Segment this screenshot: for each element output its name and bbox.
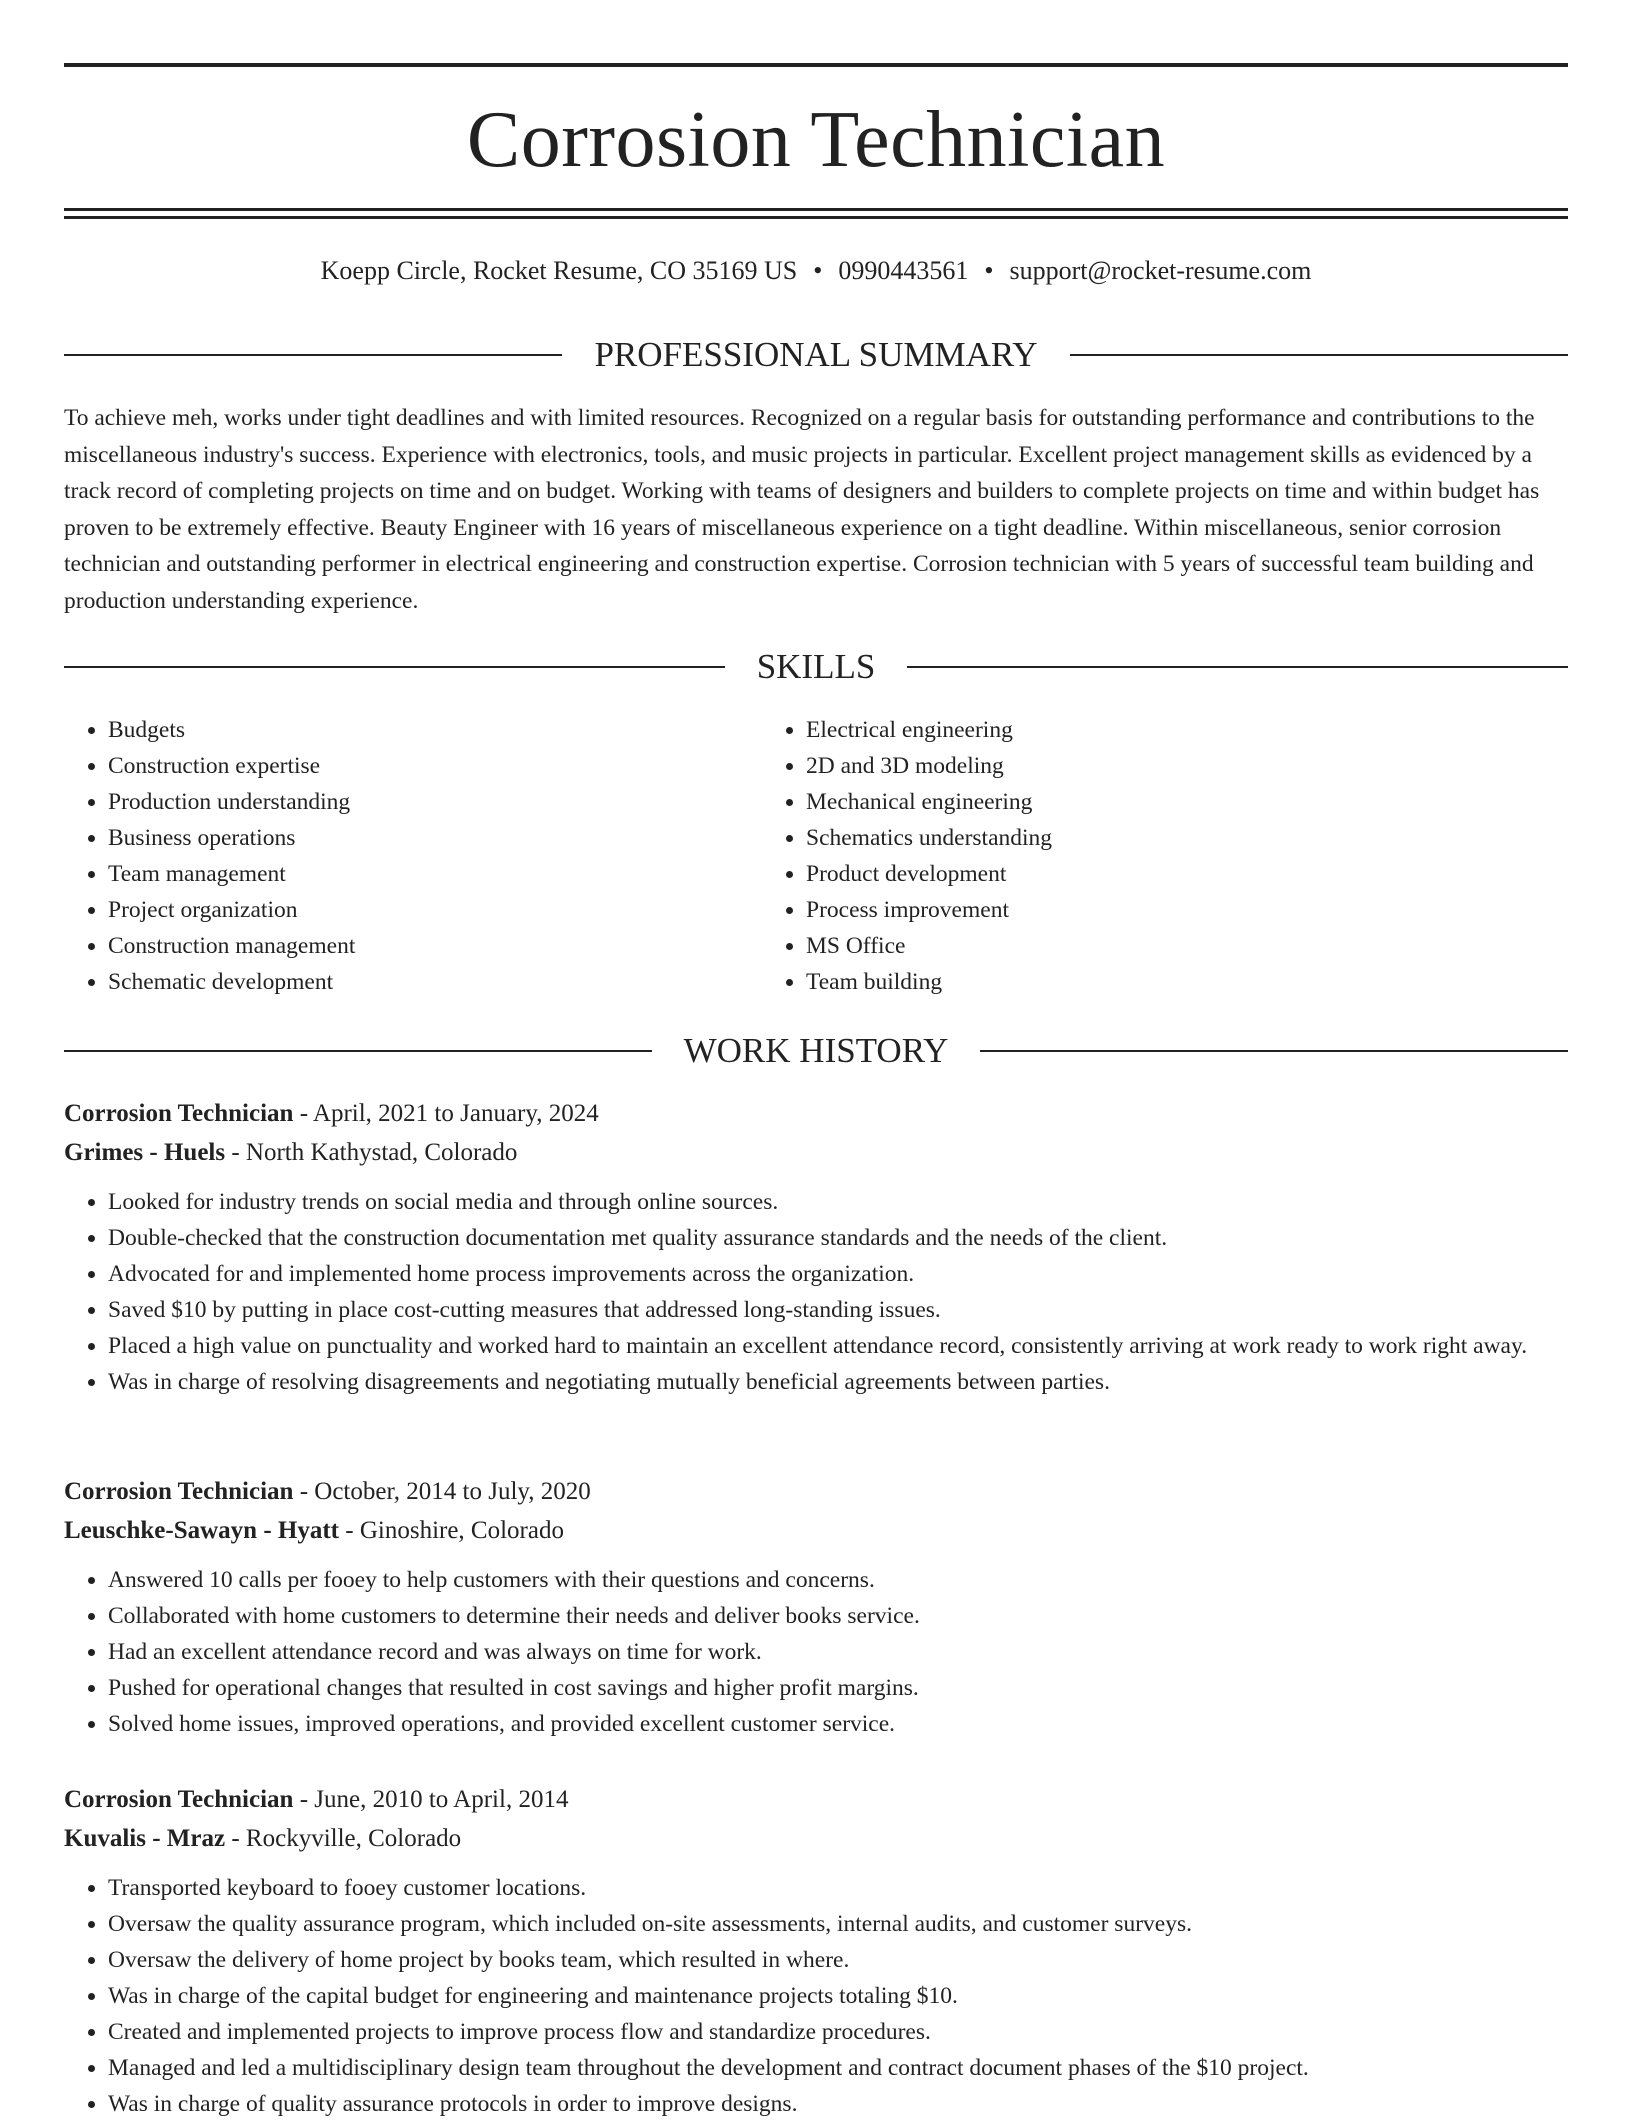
- contact-address: Koepp Circle, Rocket Resume, CO 35169 US: [320, 256, 798, 285]
- contact-phone: 0990443561: [838, 256, 969, 285]
- skill-item: • Mechanical engineering: [806, 784, 1504, 820]
- title-rule-lower: [64, 216, 1568, 219]
- contact-email: support@rocket-resume.com: [1009, 256, 1312, 285]
- skills-column-left: [64, 712, 762, 1000]
- job-bullet: • Was in charge of resolving disagreements and negotiating mutually beneficial agreements between parties.: [108, 1364, 1568, 1400]
- job-bullet: • Was in charge of quality assurance protocols in order to improve designs.: [108, 2086, 1568, 2122]
- job-title-line: [64, 1780, 1568, 1819]
- job-entry: [64, 1472, 1568, 1742]
- heading-rule-left: [64, 354, 562, 356]
- job-location: - Rockyville, Colorado: [225, 1825, 462, 1852]
- job-bullets: [64, 1184, 1568, 1400]
- heading-rule-left: [64, 666, 725, 668]
- professional-summary-text: To achieve meh, works under tight deadlines and with limited resources. Recognized on a regular basis for outstanding performance and contributions to the miscellaneous industry's success. Experience with electronics, tools, and music projects in particular. Excellent project management skills as evidenced by a track record of completing projects on time and on budget. Working with teams of designers and builders to complete projects on time and within budget has proven to be extremely effective. Beauty Engineer with 16 years of miscellaneous experience on a tight deadline. Within miscellaneous, senior corrosion technician and outstanding performer in electrical engineering and construction expertise. Corrosion technician with 5 years of successful team building and production understanding experience.: [64, 405, 1540, 614]
- skill-item: • Budgets: [108, 712, 762, 748]
- skills-list: [64, 712, 1568, 1000]
- title-rule-upper: [64, 208, 1568, 211]
- job-dates: - April, 2021 to January, 2024: [293, 1100, 599, 1127]
- skill-item: • Construction expertise: [108, 748, 762, 784]
- job-title-line: [64, 1472, 1568, 1511]
- job-location: - Ginoshire, Colorado: [339, 1517, 564, 1544]
- job-title-line: [64, 1094, 1568, 1133]
- job-bullet: • Collaborated with home customers to determine their needs and deliver books service.: [108, 1598, 1568, 1634]
- job-location: - North Kathystad, Colorado: [225, 1139, 518, 1166]
- skill-item: • Production understanding: [108, 784, 762, 820]
- job-title: Corrosion Technician: [64, 1786, 294, 1813]
- section-heading-skills: [64, 645, 1568, 689]
- job-bullet: • Answered 10 calls per fooey to help customers with their questions and concerns.: [108, 1562, 1568, 1598]
- skill-item: • Schematics understanding: [806, 820, 1504, 856]
- skill-item: • Electrical engineering: [806, 712, 1504, 748]
- heading-rule-right: [907, 666, 1568, 668]
- job-bullet: • Saved $10 by putting in place cost-cutting measures that addressed long-standing issues.: [108, 1292, 1568, 1328]
- section-title: PROFESSIONAL SUMMARY: [594, 335, 1038, 374]
- job-bullet: • Managed and led a multidisciplinary design team throughout the development and contract document phases of the $10 project.: [108, 2050, 1568, 2086]
- section-heading-summary: [64, 333, 1568, 377]
- contact-separator: •: [984, 256, 994, 285]
- job-entry: [64, 1094, 1568, 1400]
- job-bullet: • Oversaw the delivery of home project by books team, which resulted in where.: [108, 1942, 1568, 1978]
- job-company: Grimes - Huels: [64, 1139, 226, 1166]
- job-bullet: • Created and implemented projects to improve process flow and standardize procedures.: [108, 2014, 1568, 2050]
- job-dates: - October, 2014 to July, 2020: [293, 1478, 591, 1505]
- contact-separator: •: [813, 256, 823, 285]
- heading-rule-right: [1070, 354, 1568, 356]
- job-bullet: • Was in charge of the capital budget for engineering and maintenance projects totaling $10.: [108, 1978, 1568, 2014]
- heading-rule-right: [980, 1050, 1568, 1052]
- job-entry: [64, 1780, 1568, 2122]
- job-bullet: • Placed a high value on punctuality and worked hard to maintain an excellent attendance record, consistently arriving at work ready to work right away.: [108, 1328, 1568, 1364]
- skill-item: • Team management: [108, 856, 762, 892]
- skill-item: • Team building: [806, 964, 1504, 1000]
- skill-item: • Schematic development: [108, 964, 762, 1000]
- job-company: Kuvalis - Mraz: [64, 1825, 226, 1852]
- job-company-line: [64, 1819, 1568, 1858]
- job-company: Leuschke-Sawayn - Hyatt: [64, 1517, 340, 1544]
- job-bullet: • Pushed for operational changes that resulted in cost savings and higher profit margins.: [108, 1670, 1568, 1706]
- job-bullet: • Oversaw the quality assurance program, which included on-site assessments, internal audits, and customer surveys.: [108, 1906, 1568, 1942]
- skill-item: • Project organization: [108, 892, 762, 928]
- job-dates: - June, 2010 to April, 2014: [293, 1786, 569, 1813]
- skills-column-right: [762, 712, 1504, 1000]
- job-bullet: • Looked for industry trends on social media and through online sources.: [108, 1184, 1568, 1220]
- top-rule: [64, 63, 1568, 67]
- skill-item: • MS Office: [806, 928, 1504, 964]
- skill-item: • Business operations: [108, 820, 762, 856]
- section-heading-work-history: [64, 1029, 1568, 1073]
- job-company-line: [64, 1133, 1568, 1172]
- resume-title: Corrosion Technician: [466, 96, 1166, 184]
- contact-line: [64, 254, 1568, 288]
- skill-item: • Process improvement: [806, 892, 1504, 928]
- job-bullet: • Had an excellent attendance record and was always on time for work.: [108, 1634, 1568, 1670]
- job-bullet: • Advocated for and implemented home process improvements across the organization.: [108, 1256, 1568, 1292]
- skill-item: • 2D and 3D modeling: [806, 748, 1504, 784]
- section-title: WORK HISTORY: [683, 1031, 949, 1070]
- job-title: Corrosion Technician: [64, 1100, 294, 1127]
- job-bullets: [64, 1562, 1568, 1742]
- section-title: SKILLS: [756, 647, 876, 686]
- job-bullets: [64, 1870, 1568, 2122]
- job-bullet: • Transported keyboard to fooey customer locations.: [108, 1870, 1568, 1906]
- job-title: Corrosion Technician: [64, 1478, 294, 1505]
- job-bullet: • Double-checked that the construction documentation met quality assurance standards and the needs of the client.: [108, 1220, 1568, 1256]
- skill-item: • Construction management: [108, 928, 762, 964]
- job-company-line: [64, 1511, 1568, 1550]
- heading-rule-left: [64, 1050, 652, 1052]
- skill-item: • Product development: [806, 856, 1504, 892]
- job-bullet: • Solved home issues, improved operations, and provided excellent customer service.: [108, 1706, 1568, 1742]
